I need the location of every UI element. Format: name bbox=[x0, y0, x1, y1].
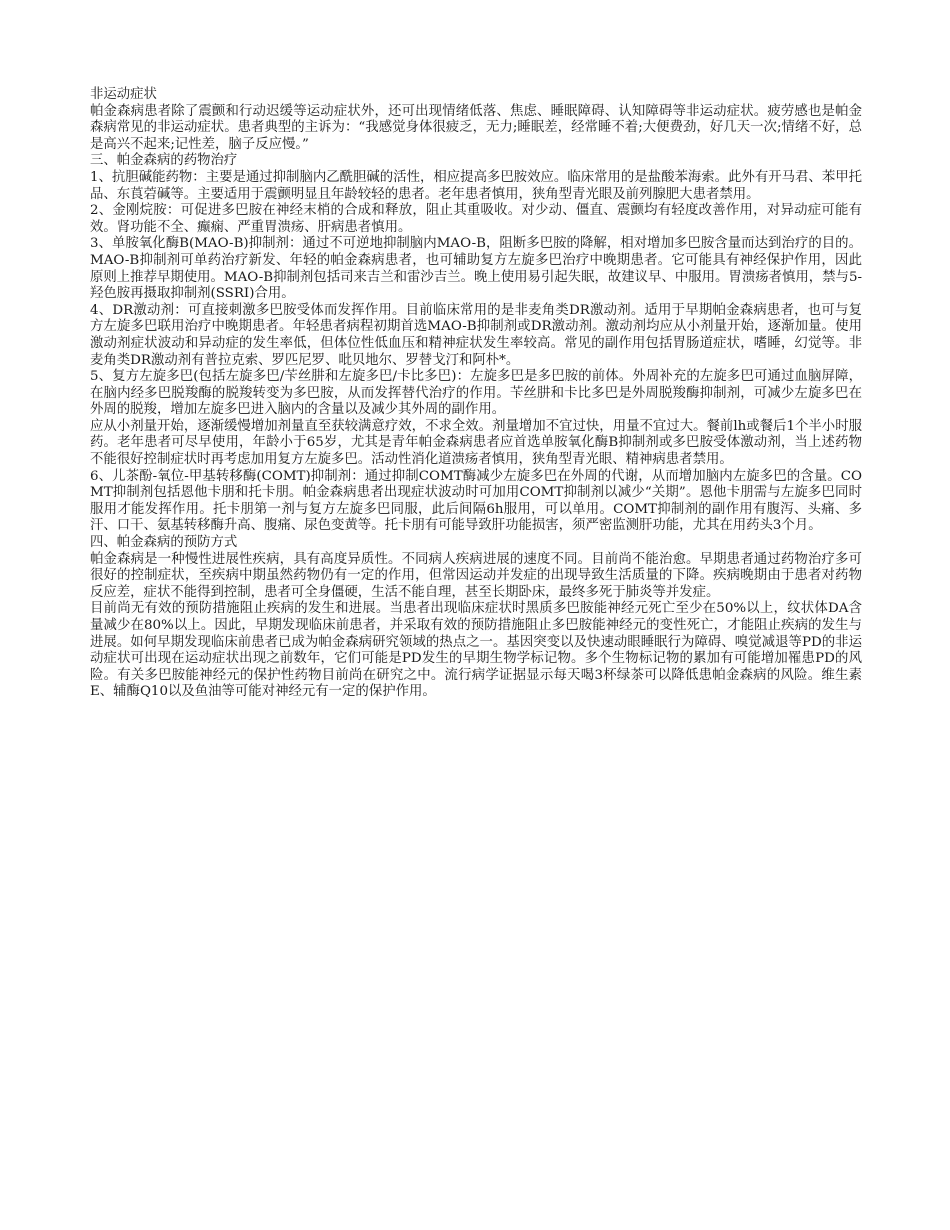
paragraph-anticholinergic: 1、抗胆碱能药物：主要是通过抑制脑内乙酰胆碱的活性，相应提高多巴胺效应。临床常用的是盐酸苯海索。此外有开马君、苯甲托品、东莨菪碱等。主要适用于震颤明显且年龄较轻的患者。老年患者慎用，狭角型青光眼及前列腺肥大患者禁用。 bbox=[90, 169, 862, 202]
document-body bbox=[90, 87, 862, 701]
paragraph-disease-progression: 帕金森病是一种慢性进展性疾病，具有高度异质性。不同病人疾病进展的速度不同。目前尚不能治愈。早期患者通过药物治疗多可很好的控制症状，至疾病中期虽然药物仍有一定的作用，但常因运动并发症的出现导致生活质量的下降。疾病晚期由于患者对药物反应差，症状不能得到控制，患者可全身僵硬，生活不能自理，甚至长期卧床，最终多死于肺炎等并发症。 bbox=[90, 551, 862, 600]
section-heading-drug-therapy: 三、帕金森病的药物治疗 bbox=[90, 153, 238, 169]
section-heading-prevention: 四、帕金森病的预防方式 bbox=[90, 535, 238, 551]
paragraph-non-motor-symptoms: 帕金森病患者除了震颤和行动迟缓等运动症状外，还可出现情绪低落、焦虑、睡眠障碍、认知障碍等非运动症状。疲劳感也是帕金森病常见的非运动症状。患者典型的主诉为：“我感觉身体很疲乏，无力;睡眠差，经常睡不着;大便费劲，好几天一次;情绪不好，总是高兴不起来;记性差，脑子反应慢。” bbox=[90, 103, 862, 152]
section-heading-non-motor: 非运动症状 bbox=[90, 87, 157, 102]
paragraph-amantadine: 2、金刚烷胺：可促进多巴胺在神经末梢的合成和释放，阻止其重吸收。对少动、僵直、震颤均有轻度改善作用，对异动症可能有效。肾功能不全、癫痫、严重胃溃疡、肝病患者慎用。 bbox=[90, 203, 862, 235]
paragraph-comt-inhibitor: 6、儿茶酚-氧位-甲基转移酶(COMT)抑制剂：通过抑制COMT酶减少左旋多巴在外周的代谢，从而增加脑内左旋多巴的含量。COMT抑制剂包括恩他卡朋和托卡朋。帕金森病患者出现症状波动时可加用COMT抑制剂以减少“关期”。恩他卡朋需与左旋多巴同时服用才能发挥作用。托卡朋第一剂与复方左旋多巴同服，此后间隔6h服用，可以单用。COMT抑制剂的副作用有腹泻、头痛、多汗、口干、氨基转移酶升高、腹痛、尿色变黄等。托卡朋有可能导致肝功能损害，须严密监测肝功能，尤其在用药头3个月。 bbox=[90, 468, 862, 534]
paragraph-prevention-research: 目前尚无有效的预防措施阻止疾病的发生和进展。当患者出现临床症状时黑质多巴胺能神经元死亡至少在50%以上，纹状体DA含量减少在80%以上。因此，早期发现临床前患者，并采取有效的预防措施阻止多巴胺能神经元的变性死亡，才能阻止疾病的发生与进展。如何早期发现临床前患者已成为帕金森病研究领域的热点之一。基因突变以及快速动眼睡眠行为障碍、嗅觉减退等PD的非运动症状可出现在运动症状出现之前数年，它们可能是PD发生的早期生物学标记物。多个生物标记物的累加有可能增加罹患PD的风险。有关多巴胺能神经元的保护性药物目前尚在研究之中。流行病学证据显示每天喝3杯绿茶可以降低患帕金森病的风险。维生素E、辅酶Q10以及鱼油等可能对神经元有一定的保护作用。 bbox=[90, 601, 862, 700]
paragraph-levodopa-dosage: 应从小剂量开始，逐渐缓慢增加剂量直至获较满意疗效，不求全效。剂量增加不宜过快，用量不宜过大。餐前lh或餐后1个半小时服药。老年患者可尽早使用，年龄小于65岁，尤其是青年帕金森病患者应首选单胺氧化酶B抑制剂或多巴胺受体激动剂，当上述药物不能很好控制症状时再考虑加用复方左旋多巴。活动性消化道溃疡者慎用，狭角型青光眼、精神病患者禁用。 bbox=[90, 418, 862, 468]
paragraph-mao-b-inhibitor: 3、单胺氧化酶B(MAO-B)抑制剂：通过不可逆地抑制脑内MAO-B，阻断多巴胺的降解，相对增加多巴胺含量而达到治疗的目的。MAO-B抑制剂可单药治疗新发、年轻的帕金森病患者，也可辅助复方左旋多巴治疗中晚期患者。它可能具有神经保护作用，因此原则上推荐早期使用。MAO-B抑制剂包括司来吉兰和雷沙吉兰。晚上使用易引起失眠，故建议早、中服用。胃溃疡者慎用，禁与5-羟色胺再摄取抑制剂(SSRI)合用。 bbox=[90, 236, 862, 302]
paragraph-dr-agonist: 4、DR激动剂：可直接刺激多巴胺受体而发挥作用。目前临床常用的是非麦角类DR激动剂。适用于早期帕金森病患者，也可与复方左旋多巴联用治疗中晚期患者。年轻患者病程初期首选MAO-B抑制剂或DR激动剂。激动剂均应从小剂量开始，逐渐加量。使用激动剂症状波动和异动症的发生率低，但体位性低血压和精神症状发生率较高。常见的副作用包括胃肠道症状，嗜睡，幻觉等。非麦角类DR激动剂有普拉克索、罗匹尼罗、吡贝地尔、罗替戈汀和阿朴*。 bbox=[90, 302, 862, 368]
paragraph-levodopa: 5、复方左旋多巴(包括左旋多巴/苄丝肼和左旋多巴/卡比多巴)：左旋多巴是多巴胺的前体。外周补充的左旋多巴可通过血脑屏障，在脑内经多巴脱羧酶的脱羧转变为多巴胺，从而发挥替代治疗的作用。苄丝肼和卡比多巴是外周脱羧酶抑制剂，可减少左旋多巴在外周的脱羧，增加左旋多巴进入脑内的含量以及减少其外周的副作用。 bbox=[90, 369, 862, 418]
